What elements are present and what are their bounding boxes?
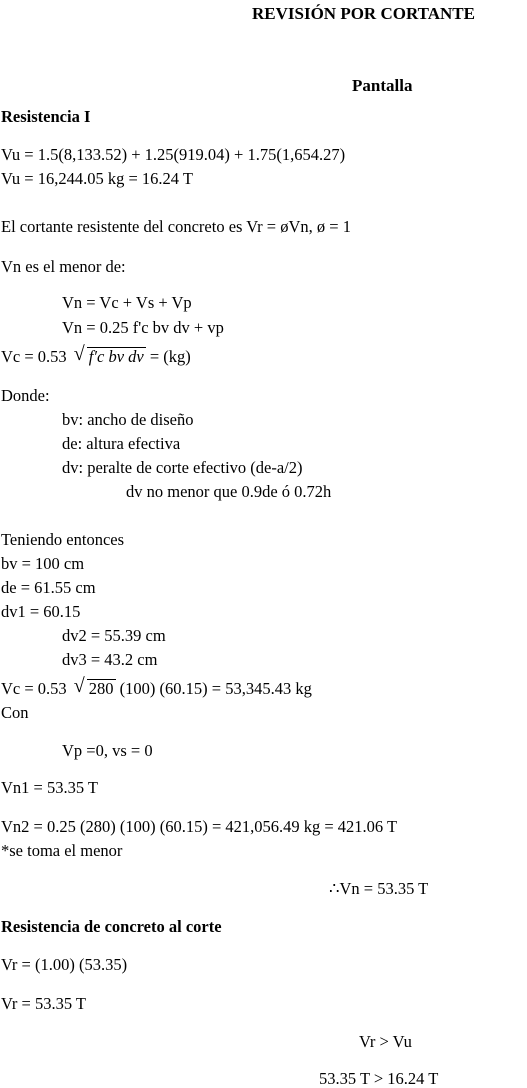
vr-vu-comparison: Vr > Vu (359, 1032, 412, 1051)
page-title: REVISIÓN POR CORTANTE (252, 4, 475, 23)
definition-bv: bv: ancho de diseño (62, 410, 194, 429)
vc-calc-prefix: Vc = 0.53 (1, 679, 67, 698)
teniendo-intro: Teniendo entonces (1, 530, 125, 549)
vu-equation: Vu = 1.5(8,133.52) + 1.25(919.04) + 1.75(1,654.27) (1, 145, 346, 164)
vp-vs-values: Vp =0, vs = 0 (62, 741, 153, 760)
section-heading-concrete-shear: Resistencia de concreto al corte (1, 917, 222, 936)
vc-calc-radicand: 280 (88, 679, 114, 698)
vn-equation-1: Vn = Vc + Vs + Vp (62, 293, 192, 312)
square-root-symbol: √ f′c bv dv (73, 343, 144, 366)
value-de: de = 61.55 cm (1, 578, 96, 597)
value-dv3: dv3 = 43.2 cm (62, 650, 158, 669)
square-root-symbol: √ 280 (73, 675, 114, 698)
vn-intro: Vn es el menor de: (1, 257, 126, 276)
vr-equation: Vr = (1.00) (53.35) (1, 955, 128, 974)
con-label: Con (1, 703, 29, 722)
vc-formula-radicand: f′c bv dv (88, 347, 144, 366)
minimum-note: *se toma el menor (1, 841, 123, 860)
value-dv1: dv1 = 60.15 (1, 602, 81, 621)
section-subtitle: Pantalla (352, 76, 413, 95)
value-dv2: dv2 = 55.39 cm (62, 626, 166, 645)
vc-formula (1, 343, 191, 366)
vc-formula-suffix: = (kg) (149, 347, 191, 366)
definition-de: de: altura efectiva (62, 434, 181, 453)
definition-dv: dv: peralte de corte efectivo (de-a/2) (62, 458, 303, 477)
vn1-value: Vn1 = 53.35 T (1, 778, 99, 797)
donde-label: Donde: (1, 386, 50, 405)
vr-vu-comparison-values: 53.35 T > 16.24 T (319, 1069, 439, 1088)
section-heading-resistencia-i: Resistencia I (1, 107, 91, 126)
concrete-shear-statement: El cortante resistente del concreto es Vr = øVn, ø = 1 (1, 217, 351, 236)
vn2-value: Vn2 = 0.25 (280) (100) (60.15) = 421,056.49 kg = 421.06 T (1, 817, 398, 836)
vc-formula-prefix: Vc = 0.53 (1, 347, 67, 366)
vu-result: Vu = 16,244.05 kg = 16.24 T (1, 169, 193, 188)
vr-result: Vr = 53.35 T (1, 994, 87, 1013)
vn-equation-2: Vn = 0.25 f'c bv dv + vp (62, 318, 224, 337)
vn-conclusion: ∴Vn = 53.35 T (329, 879, 429, 898)
value-bv: bv = 100 cm (1, 554, 85, 573)
vc-calc-suffix: (100) (60.15) = 53,345.43 kg (119, 679, 312, 698)
vc-calculation (1, 675, 312, 698)
definition-dv-note: dv no menor que 0.9de ó 0.72h (126, 482, 332, 501)
